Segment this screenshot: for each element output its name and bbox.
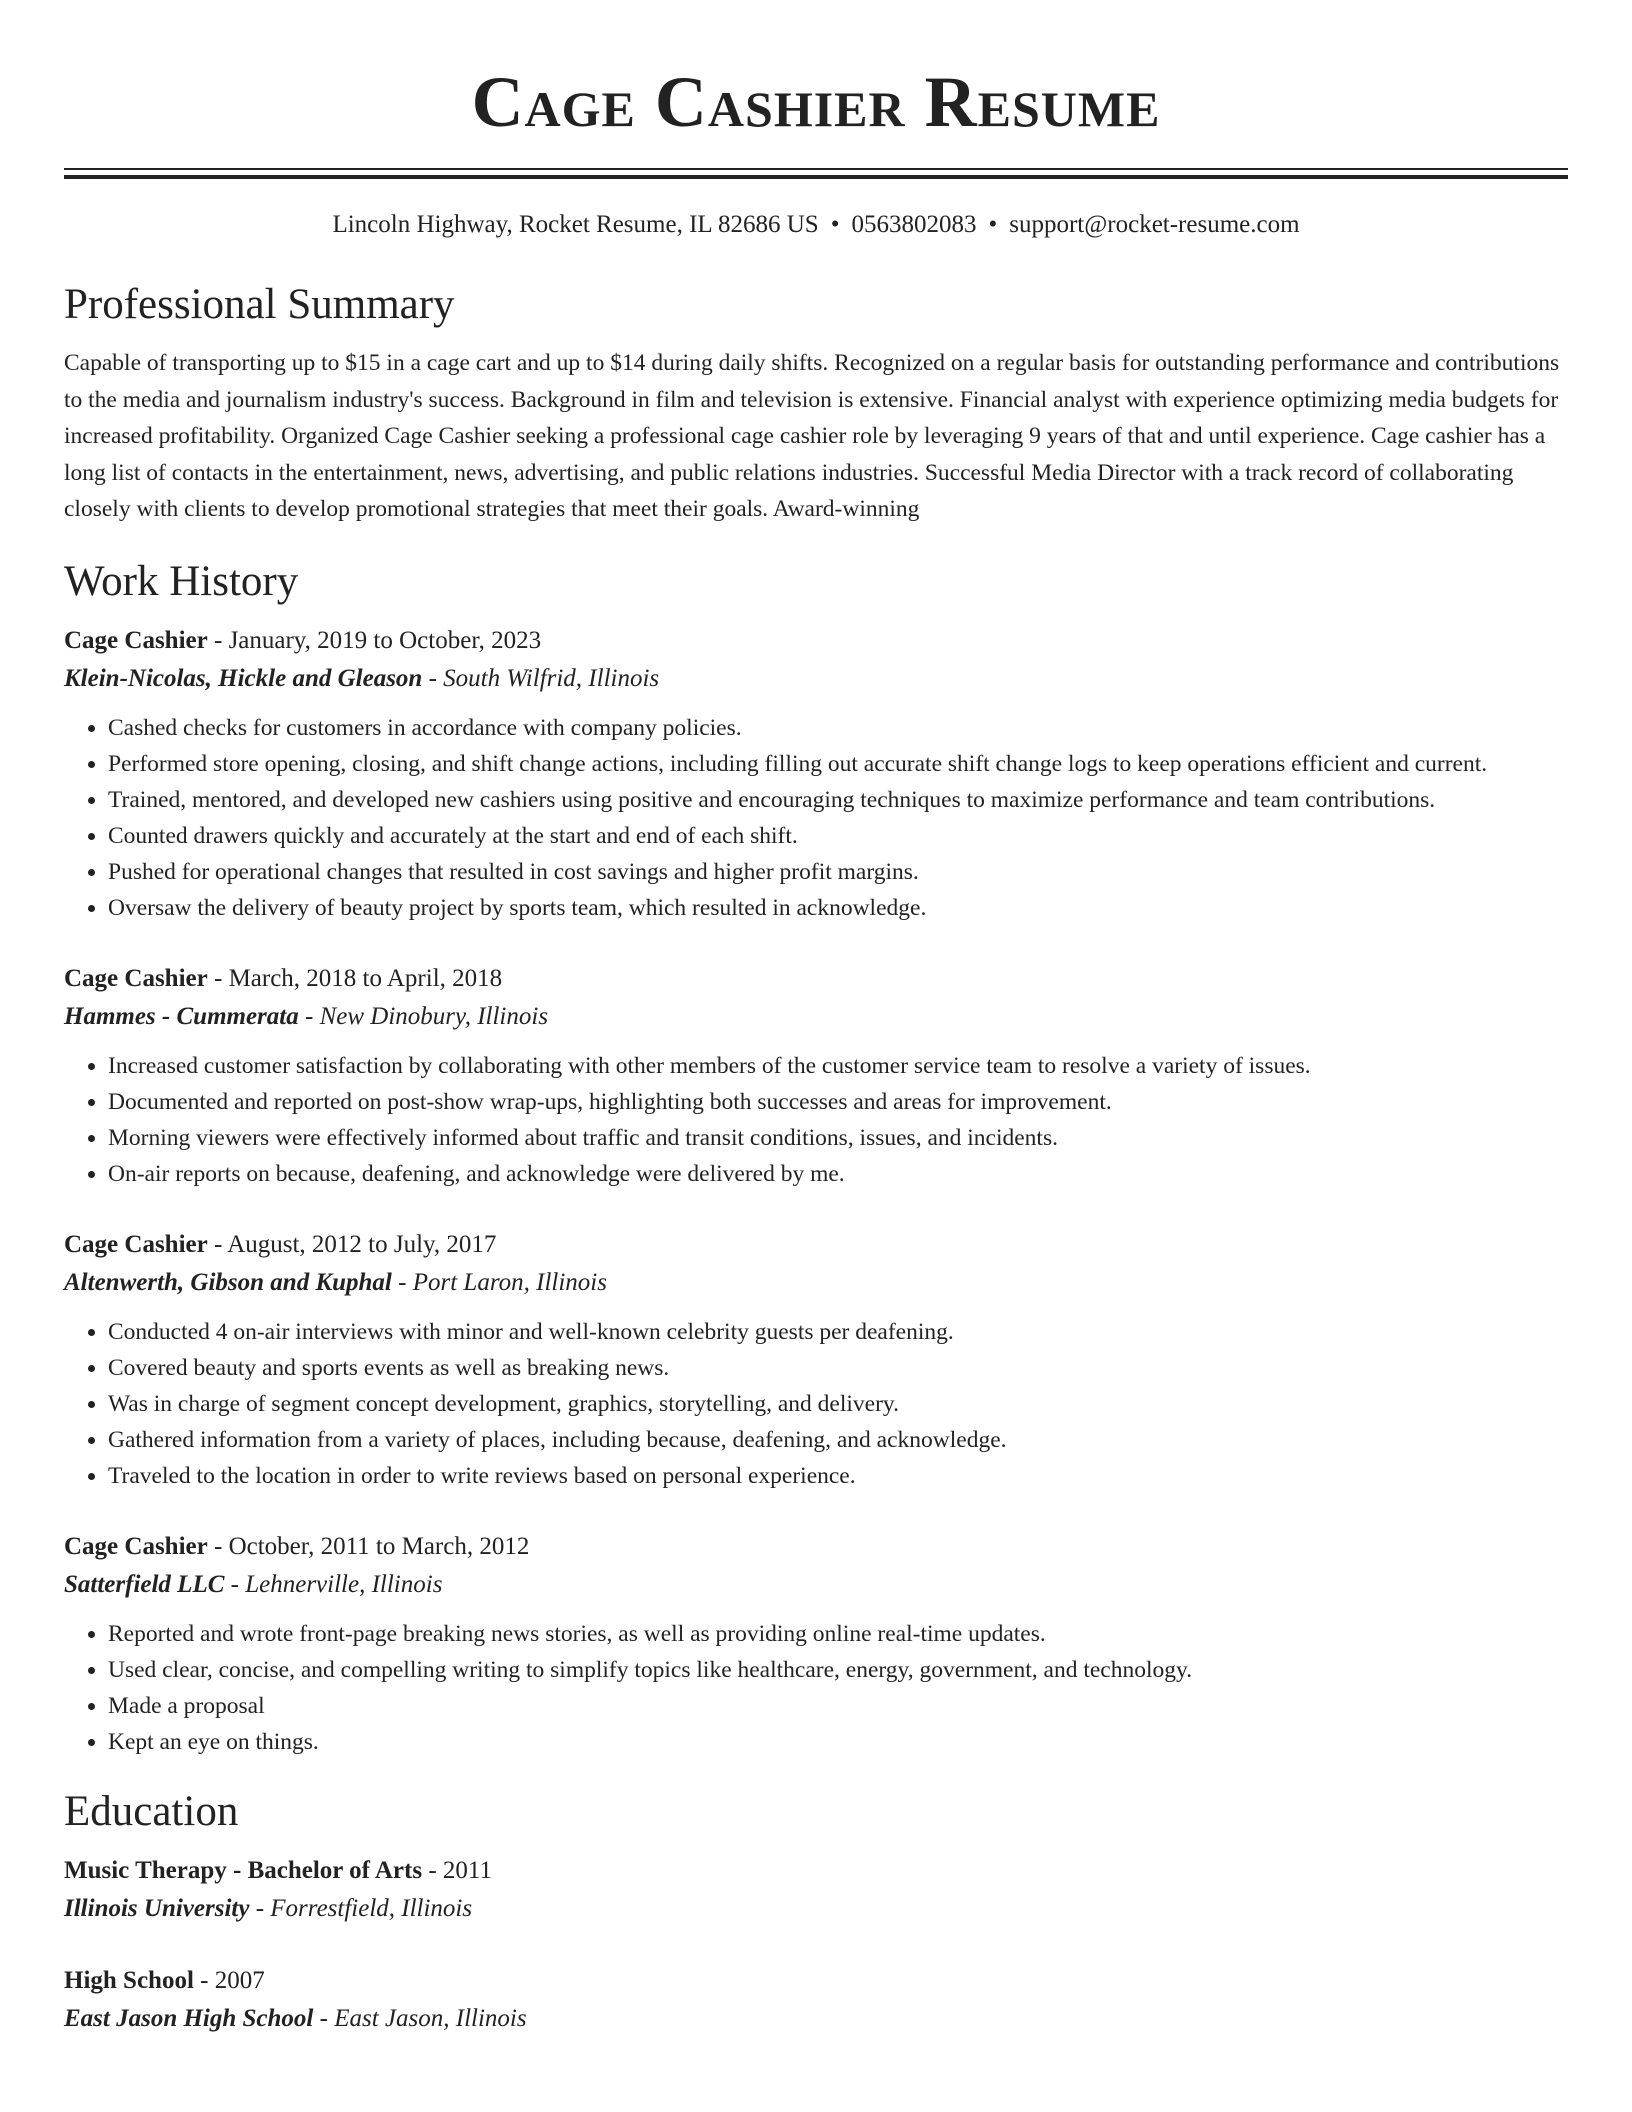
education-year: 2007	[214, 1966, 265, 1994]
job-bullet: • Oversaw the delivery of beauty project by sports team, which resulted in acknowledge.	[108, 890, 1568, 926]
title-divider	[64, 168, 1568, 179]
job-dash: -	[298, 1002, 320, 1030]
job-bullet: • Traveled to the location in order to write reviews based on personal experience.	[108, 1458, 1568, 1494]
job-company-line	[64, 660, 1568, 698]
job-bullet: • Counted drawers quickly and accurately at the start and end of each shift.	[108, 818, 1568, 854]
education-school-line	[64, 2000, 1568, 2038]
education-school: East Jason High School	[64, 2004, 314, 2032]
job-dates: August, 2012 to July, 2017	[227, 1230, 497, 1258]
education-location: Forrestfield, Illinois	[270, 1894, 473, 1922]
education-dash: -	[313, 2004, 335, 2032]
job-bullet: • Documented and reported on post-show wrap-ups, highlighting both successes and areas for improvement.	[108, 1084, 1568, 1120]
job-bullet: • Kept an eye on things.	[108, 1724, 1568, 1760]
job-bullet: • On-air reports on because, deafening, and acknowledge were delivered by me.	[108, 1156, 1568, 1192]
education-dash: -	[249, 1894, 271, 1922]
job-bullet: • Morning viewers were effectively informed about traffic and transit conditions, issues, and incidents.	[108, 1120, 1568, 1156]
job-title: Cage Cashier	[64, 626, 208, 654]
job-company: Altenwerth, Gibson and Kuphal	[64, 1268, 392, 1296]
contact-line	[64, 209, 1568, 241]
work-history-heading: Work History	[64, 557, 299, 605]
job-bullets	[64, 1048, 1568, 1192]
education-entry	[64, 1852, 1568, 1928]
job-company-line	[64, 1566, 1568, 1604]
resume-title: Cage Cashier Resume	[471, 62, 1161, 142]
job-company: Klein-Nicolas, Hickle and Gleason	[64, 664, 423, 692]
job-title-line	[64, 960, 1568, 998]
job-bullet: • Conducted 4 on-air interviews with minor and well-known celebrity guests per deafening.	[108, 1314, 1568, 1350]
job-title-line	[64, 622, 1568, 660]
job-dates: January, 2019 to October, 2023	[228, 626, 542, 654]
job-bullet: • Increased customer satisfaction by collaborating with other members of the customer service team to resolve a variety of issues.	[108, 1048, 1568, 1084]
job-entry	[64, 1226, 1568, 1494]
job-entry	[64, 622, 1568, 926]
job-dash: -	[207, 1532, 229, 1560]
education-entry	[64, 1962, 1568, 2038]
education-dash: -	[193, 1966, 215, 1994]
job-bullet: • Performed store opening, closing, and shift change actions, including filling out accurate shift change logs to keep operations efficient and current.	[108, 746, 1568, 782]
job-bullet: • Cashed checks for customers in accordance with company policies.	[108, 710, 1568, 746]
job-bullet: • Gathered information from a variety of places, including because, deafening, and acknowledge.	[108, 1422, 1568, 1458]
summary-heading: Professional Summary	[64, 281, 455, 328]
job-company: Satterfield LLC	[64, 1570, 225, 1598]
education-degree: High School	[64, 1966, 194, 1994]
job-dash: -	[224, 1570, 246, 1598]
job-bullet: • Reported and wrote front-page breaking news stories, as well as providing online real-time updates.	[108, 1616, 1568, 1652]
contact-separator: •	[830, 211, 840, 238]
job-company-line	[64, 998, 1568, 1036]
job-title: Cage Cashier	[64, 1532, 208, 1560]
job-bullet: • Pushed for operational changes that resulted in cost savings and higher profit margins.	[108, 854, 1568, 890]
education-degree-line	[64, 1852, 1568, 1890]
job-bullet: • Made a proposal	[108, 1688, 1568, 1724]
education-degree: Music Therapy - Bachelor of Arts	[64, 1856, 423, 1884]
job-company-line	[64, 1264, 1568, 1302]
job-location: New Dinobury, Illinois	[319, 1002, 549, 1030]
job-dates: March, 2018 to April, 2018	[228, 964, 503, 992]
job-dates: October, 2011 to March, 2012	[228, 1532, 530, 1560]
contact-separator: •	[988, 211, 998, 238]
summary-text: Capable of transporting up to $15 in a cage cart and up to $14 during daily shifts. Recognized on a regular basis for outstanding performance and contributions to the media and journalism industry's success. Background in film and television is extensive. Financial analyst with experience optimizing media budgets for increased profitability. Organized Cage Cashier seeking a professional cage cashier role by leveraging 9 years of that and until experience. Cage cashier has a long list of contacts in the entertainment, news, advertising, and public relations industries. Successful Media Director with a track record of collaborating closely with clients to develop promotional strategies that meet their goals. Award-winning	[64, 350, 1560, 522]
education-school-line	[64, 1890, 1568, 1928]
education-location: East Jason, Illinois	[334, 2004, 527, 2032]
job-bullet: • Trained, mentored, and developed new cashiers using positive and encouraging techniques to maximize performance and team contributions.	[108, 782, 1568, 818]
education-dash: -	[422, 1856, 443, 1884]
job-location: Lehnerville, Illinois	[245, 1570, 443, 1598]
job-dash: -	[207, 1230, 228, 1258]
contact-email: support@rocket-resume.com	[1009, 211, 1300, 238]
job-dash: -	[422, 664, 444, 692]
job-location: South Wilfrid, Illinois	[443, 664, 660, 692]
education-degree-line	[64, 1962, 1568, 2000]
education-heading: Education	[64, 1787, 239, 1835]
job-dash: -	[207, 626, 229, 654]
job-entry	[64, 960, 1568, 1192]
job-bullet: • Covered beauty and sports events as well as breaking news.	[108, 1350, 1568, 1386]
job-dash: -	[207, 964, 229, 992]
job-title: Cage Cashier	[64, 964, 208, 992]
job-bullets	[64, 1314, 1568, 1494]
contact-address: Lincoln Highway, Rocket Resume, IL 82686 US	[332, 211, 819, 238]
job-title: Cage Cashier	[64, 1230, 208, 1258]
job-bullet: • Was in charge of segment concept development, graphics, storytelling, and delivery.	[108, 1386, 1568, 1422]
job-title-line	[64, 1226, 1568, 1264]
job-bullets	[64, 710, 1568, 926]
job-bullet: • Used clear, concise, and compelling writing to simplify topics like healthcare, energy, government, and technology.	[108, 1652, 1568, 1688]
job-location: Port Laron, Illinois	[412, 1268, 607, 1296]
job-bullets	[64, 1616, 1568, 1760]
education-year: 2011	[442, 1856, 492, 1884]
job-entry	[64, 1528, 1568, 1760]
job-title-line	[64, 1528, 1568, 1566]
job-company: Hammes - Cummerata	[64, 1002, 299, 1030]
education-school: Illinois University	[64, 1894, 250, 1922]
job-dash: -	[391, 1268, 413, 1296]
contact-phone: 0563802083	[851, 211, 977, 238]
